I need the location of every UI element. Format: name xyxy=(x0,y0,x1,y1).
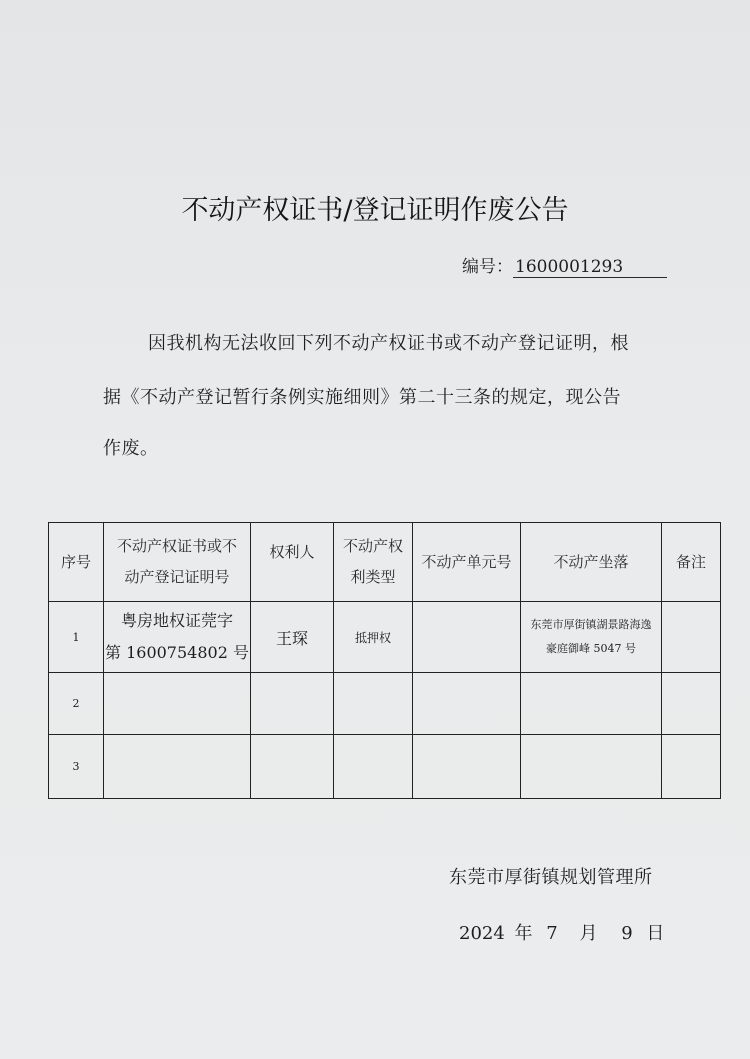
row-unit-number xyxy=(413,602,521,673)
location-line-1: 东莞市厚街镇湖景路海逸 xyxy=(530,618,652,631)
header-location: 不动产坐落 xyxy=(521,523,662,602)
row-seq: 2 xyxy=(49,673,104,735)
date-month-unit: 月 xyxy=(579,923,598,944)
row-location xyxy=(521,673,662,735)
row-certificate-number xyxy=(104,735,251,799)
row-remark xyxy=(662,735,721,799)
row-holder: 王琛 xyxy=(251,602,334,673)
row-holder xyxy=(251,673,334,735)
row-certificate-number xyxy=(104,673,251,735)
date-month: 7 xyxy=(546,923,558,944)
date-day: 9 xyxy=(621,923,633,944)
table-row xyxy=(49,735,721,799)
table-header-row xyxy=(49,523,721,602)
issuing-organization: 东莞市厚街镇规划管理所 xyxy=(449,867,653,888)
body-line-3: 作废。 xyxy=(103,438,159,459)
date-year-unit: 年 xyxy=(514,923,533,944)
header-right-type-line-1: 不动产权 xyxy=(342,537,403,555)
row-holder xyxy=(251,735,334,799)
body-line-2: 据《不动产登记暂行条例实施细则》第二十三条的规定，现公告 xyxy=(103,387,621,408)
header-right-type-line-2: 利类型 xyxy=(350,568,396,586)
header-certificate-line-2: 动产登记证明号 xyxy=(124,568,230,586)
issue-date xyxy=(459,919,664,945)
row-right-type xyxy=(334,735,413,799)
date-year: 2024 xyxy=(459,923,505,944)
row-location xyxy=(521,602,662,673)
header-seq: 序号 xyxy=(49,523,104,602)
header-certificate-number xyxy=(104,523,251,602)
row-location xyxy=(521,735,662,799)
row-right-type xyxy=(334,673,413,735)
notice-title: 不动产权证书/登记证明作废公告 xyxy=(181,195,569,226)
date-day-unit: 日 xyxy=(646,923,665,944)
certificate-line-1: 粤房地权证莞字 xyxy=(120,611,233,630)
header-holder: 权利人 xyxy=(251,523,334,602)
row-unit-number xyxy=(413,735,521,799)
header-certificate-line-1: 不动产权证书或不 xyxy=(116,537,237,555)
number-value: 1600001293 xyxy=(513,257,667,278)
row-seq: 3 xyxy=(49,735,104,799)
header-right-type xyxy=(334,523,413,602)
row-unit-number xyxy=(413,673,521,735)
void-certificate-table xyxy=(48,522,721,799)
notice-number xyxy=(462,252,667,278)
row-remark xyxy=(662,602,721,673)
location-line-2: 豪庭御峰 5047 号 xyxy=(546,642,636,655)
table-row xyxy=(49,673,721,735)
certificate-line-2: 第 1600754802 号 xyxy=(105,643,249,662)
row-certificate-number xyxy=(104,602,251,673)
body-line-1: 因我机构无法收回下列不动产权证书或不动产登记证明，根 xyxy=(148,333,629,354)
table-row xyxy=(49,602,721,673)
row-right-type: 抵押权 xyxy=(334,602,413,673)
header-remark: 备注 xyxy=(662,523,721,602)
header-unit-number: 不动产单元号 xyxy=(413,523,521,602)
row-seq: 1 xyxy=(49,602,104,673)
number-label: 编号： xyxy=(462,257,513,277)
row-remark xyxy=(662,673,721,735)
